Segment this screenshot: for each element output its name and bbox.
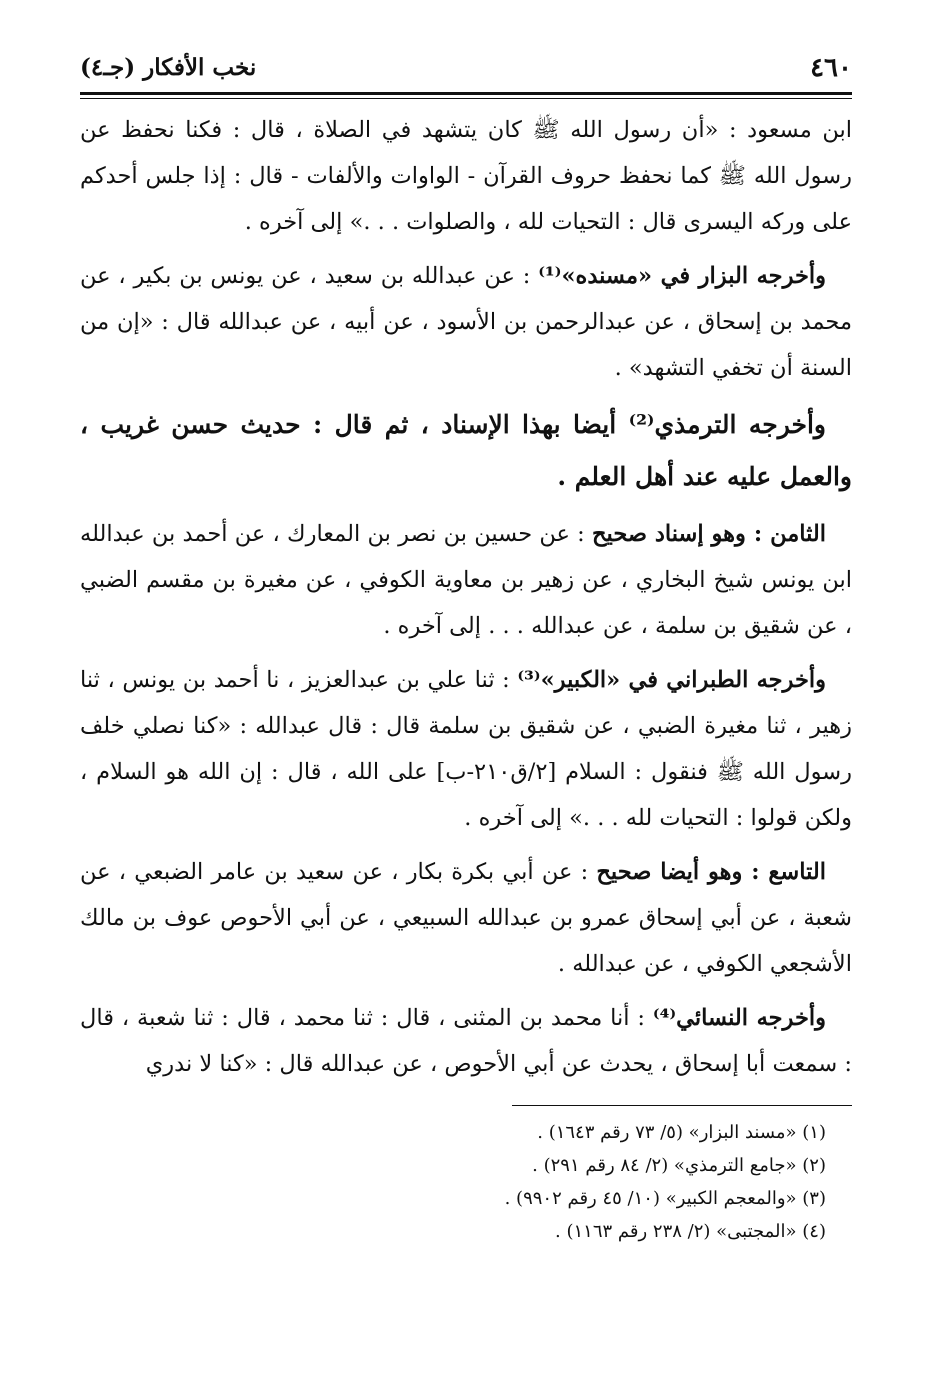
paragraph-4-lead: الثامن : وهو إسناد صحيح xyxy=(592,521,827,547)
footnote-4: (٤) «المجتبى» (٢/ ٢٣٨ رقم ١١٦٣) . xyxy=(555,1221,826,1242)
paragraph-2-lead: وأخرجه البزار في «مسنده»⁽¹⁾ xyxy=(538,263,827,289)
paragraph-3 xyxy=(80,399,852,503)
header-rule-thin xyxy=(80,98,852,99)
header-rule-thick xyxy=(80,92,852,95)
paragraph-6-lead: التاسع : وهو أيضا صحيح xyxy=(596,859,826,885)
paragraph-4 xyxy=(80,511,852,649)
paragraph-7 xyxy=(80,995,852,1087)
paragraph-4-text: : عن حسين بن نصر بن المعارك ، عن أحمد بن عبدالله ابن يونس شيخ البخاري ، عن زهير بن معاوية الكوفي ، عن مغيرة بن مقسم الضبي ، عن شقيق بن سلمة ، عن عبدالله . . . إلى آخره . xyxy=(80,521,852,639)
paragraph-3-lead: وأخرجه الترمذي⁽²⁾ xyxy=(628,410,826,439)
page-number: ٤٦٠ xyxy=(810,53,852,83)
footnote-2: (٢) «جامع الترمذي» (٢/ ٨٤ رقم ٢٩١) . xyxy=(532,1155,826,1176)
book-title: نخب الأفكار (جـ٤) xyxy=(80,54,257,81)
paragraph-2-text: : عن عبدالله بن سعيد ، عن يونس بن بكير ، عن محمد بن إسحاق ، عن عبدالرحمن بن الأسود ، عن أبيه ، عن عبدالله قال : «إن من السنة أن تخفي التشهد» . xyxy=(80,263,852,381)
footnote-separator xyxy=(512,1105,852,1106)
paragraph-2 xyxy=(80,253,852,391)
paragraph-6 xyxy=(80,849,852,987)
paragraph-3-text: أيضا بهذا الإسناد ، ثم قال : حديث حسن غريب ، والعمل عليه عند أهل العلم . xyxy=(80,410,852,491)
footnote-1: (١) «مسند البزار» (٥/ ٧٣ رقم ١٦٤٣) . xyxy=(537,1122,826,1143)
paragraph-7-lead: وأخرجه النسائي⁽⁴⁾ xyxy=(652,1005,826,1031)
paragraph-5 xyxy=(80,657,852,841)
book-page xyxy=(80,48,852,1248)
paragraph-6-text: : عن أبي بكرة بكار ، عن سعيد بن عامر الضبعي ، عن شعبة ، عن أبي إسحاق عمرو بن عبدالله السبيعي ، عن أبي الأحوص عوف بن مالك الأشجعي الكوفي ، عن عبدالله . xyxy=(80,859,852,977)
paragraph-5-lead: وأخرجه الطبراني في «الكبير»⁽³⁾ xyxy=(517,667,826,693)
paragraph-1-text: ابن مسعود : «أن رسول الله ﷺ كان يتشهد في الصلاة ، قال : فكنا نحفظ عن رسول الله ﷺ كما نحفظ حروف القرآن - الواوات والألفات - قال : إذا جلس أحدكم على وركه اليسرى قال : التحيات لله ، والصلوات . . .» إلى آخره . xyxy=(80,117,852,235)
main-text xyxy=(80,107,852,1087)
running-header xyxy=(80,48,852,88)
paragraph-7-text: : أنا محمد بن المثنى ، قال : ثنا محمد ، قال : ثنا شعبة ، قال : سمعت أبا إسحاق ، يحدث عن أبي الأحوص ، عن عبدالله قال : «كنا لا ندري xyxy=(80,1005,852,1077)
paragraph-5-text: : ثنا علي بن عبدالعزيز ، نا أحمد بن يونس ، ثنا زهير ، ثنا مغيرة الضبي ، عن شقيق بن سلمة قال : قال عبدالله : «كنا نصلي خلف رسول الله ﷺ فنقول : السلام [٢/ق٢١٠-ب] على الله ، قال : إن الله هو السلام ، ولكن قولوا : التحيات لله . . .» إلى آخره . xyxy=(80,667,852,831)
paragraph-1 xyxy=(80,107,852,245)
footnotes xyxy=(80,1116,852,1248)
footnote-3: (٣) «والمعجم الكبير» (١٠/ ٤٥ رقم ٩٩٠٢) . xyxy=(504,1188,826,1209)
